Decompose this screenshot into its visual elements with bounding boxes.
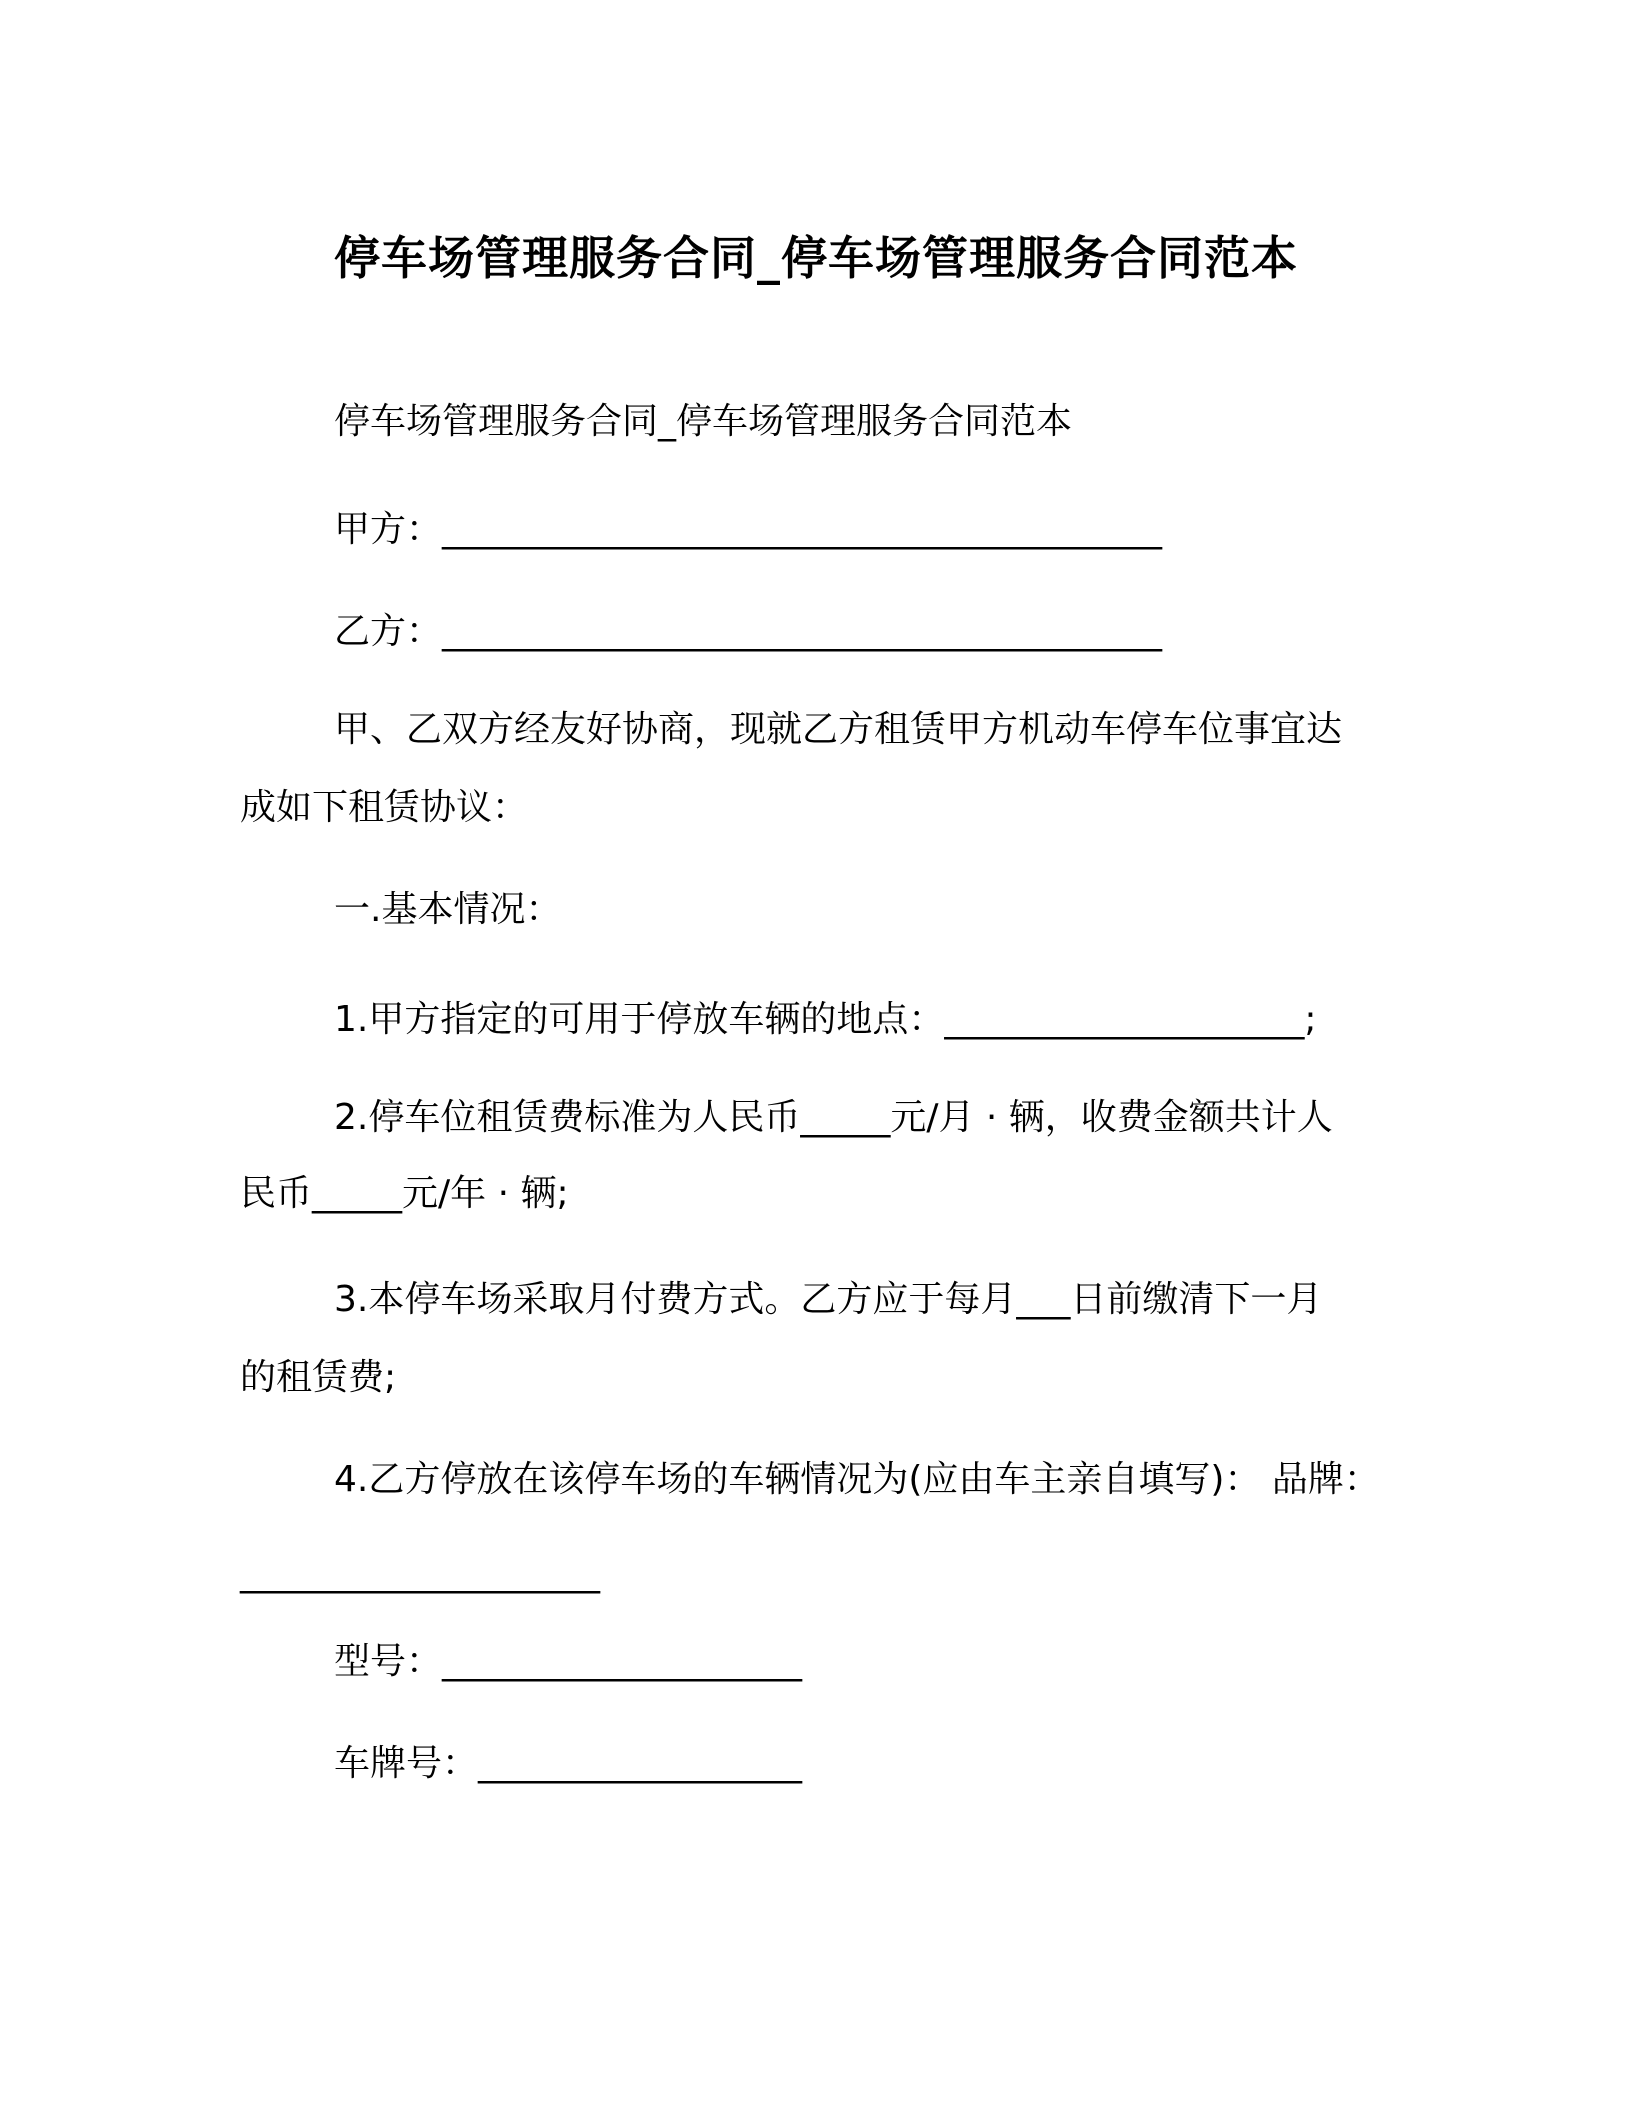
item-4-line-1: 4.乙方停放在该停车场的车辆情况为(应由车主亲自填写)： 品牌： (334, 1459, 1380, 1500)
item-2-line-2: 民币_____元/年 · 辆; (240, 1173, 569, 1214)
section-1-heading: 一.基本情况： (334, 889, 562, 930)
plate-number-field: 车牌号：__________________ (334, 1743, 803, 1784)
item-3-line-2: 的租赁费; (240, 1357, 397, 1398)
document-title: 停车场管理服务合同_停车场管理服务合同范本 (334, 231, 1298, 285)
model-field: 型号：____________________ (334, 1641, 803, 1682)
item-4-brand-blank: ____________________ (240, 1553, 600, 1594)
intro-paragraph-line-1: 甲、乙双方经友好协商，现就乙方租赁甲方机动车停车位事宜达 (334, 709, 1343, 750)
item-1-location: 1.甲方指定的可用于停放车辆的地点：____________________; (334, 999, 1317, 1040)
document-subtitle: 停车场管理服务合同_停车场管理服务合同范本 (334, 401, 1073, 442)
item-3-line-1: 3.本停车场采取月付费方式。乙方应于每月___日前缴清下一月 (334, 1279, 1323, 1320)
party-a-field: 甲方：________________________________________ (334, 509, 1163, 550)
intro-paragraph-line-2: 成如下租赁协议： (240, 787, 529, 828)
party-b-field: 乙方：________________________________________ (334, 611, 1163, 652)
item-2-line-1: 2.停车位租赁费标准为人民币_____元/月 · 辆，收费金额共计人 (334, 1097, 1333, 1138)
